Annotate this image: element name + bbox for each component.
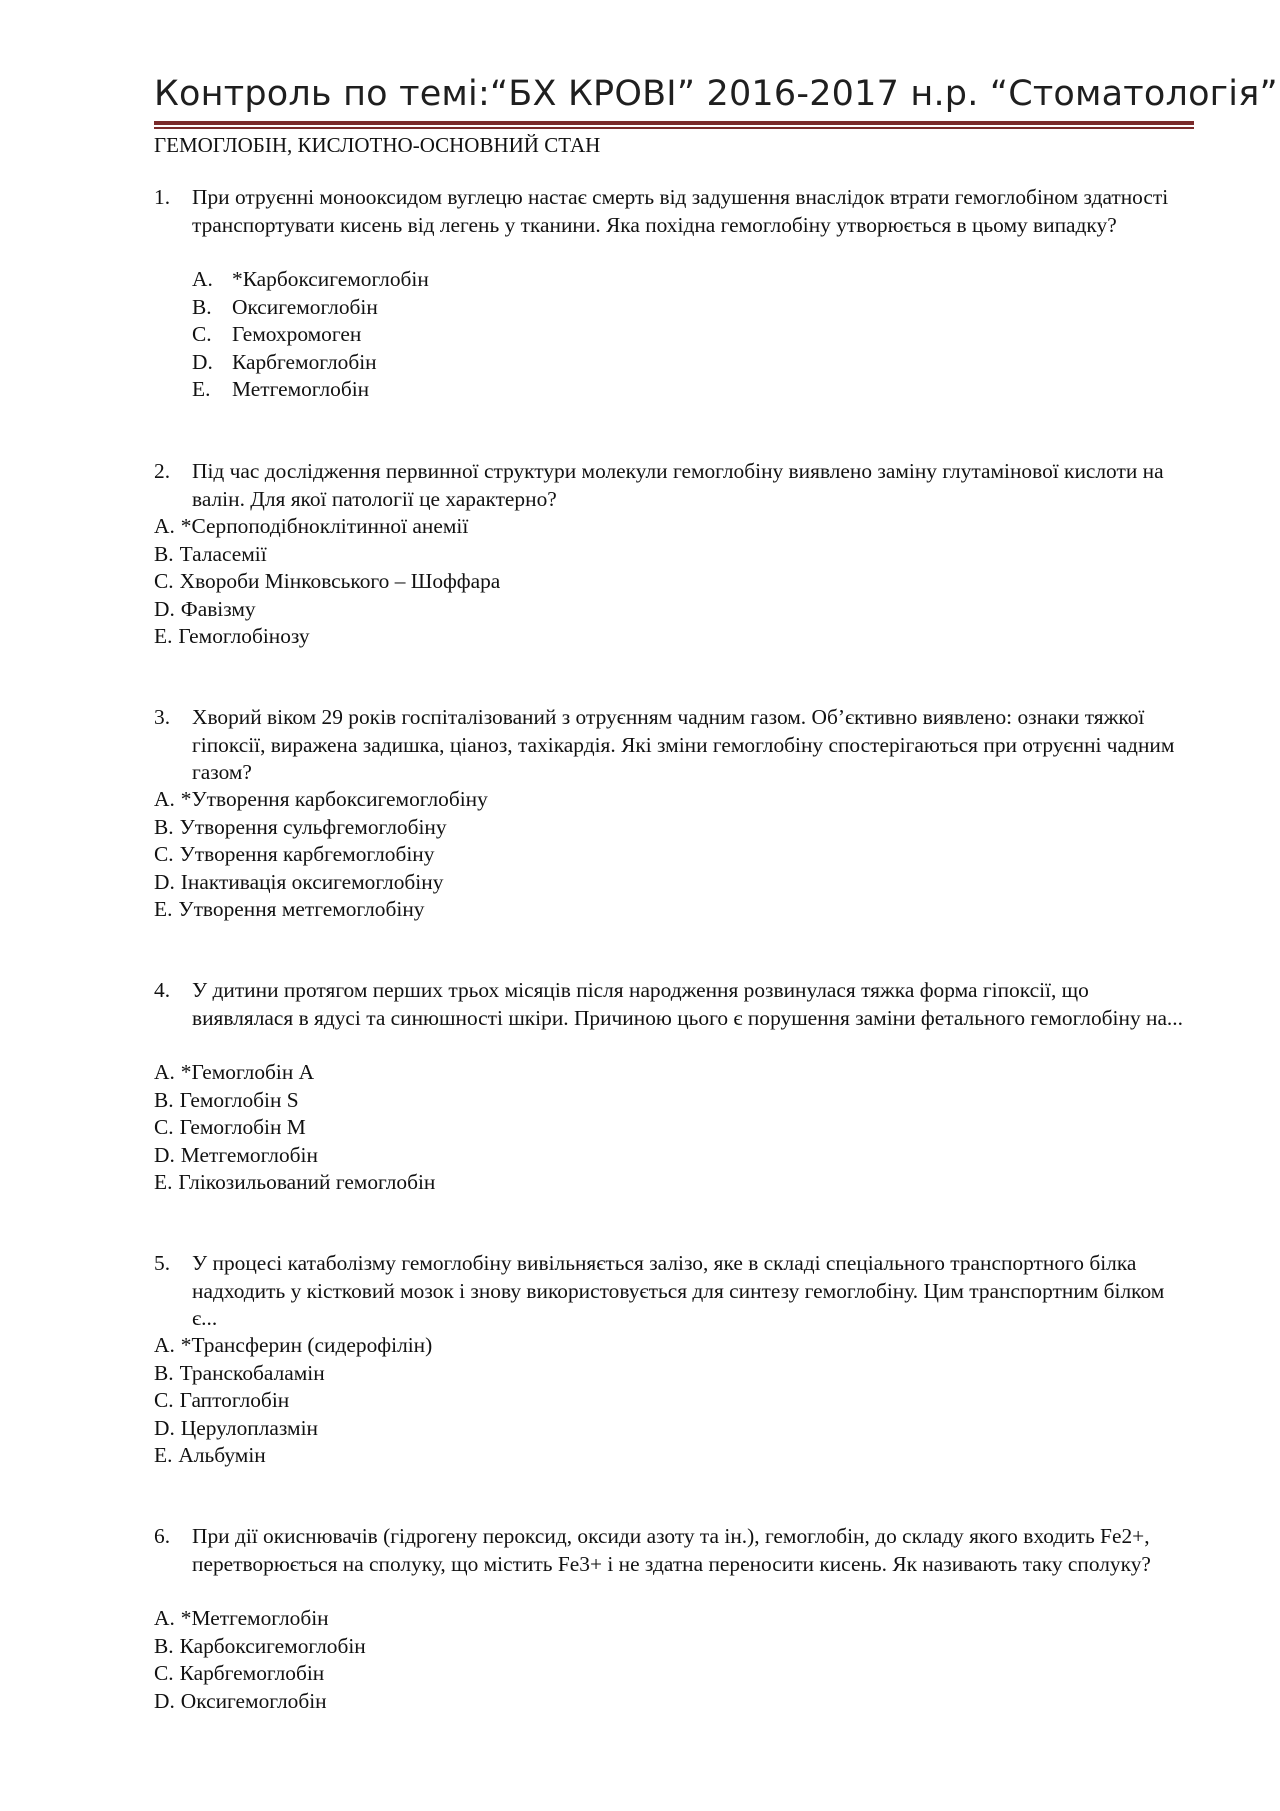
question-number: 2. bbox=[154, 459, 171, 483]
option-letter: A. bbox=[154, 1606, 175, 1630]
option-d bbox=[154, 1142, 435, 1170]
option-b bbox=[192, 294, 429, 322]
option-letter: A. bbox=[154, 787, 175, 811]
option-letter: A. bbox=[154, 514, 175, 538]
option-text: *Гемоглобін А bbox=[180, 1060, 315, 1084]
option-e bbox=[154, 896, 488, 924]
option-text: Транскобаламін bbox=[179, 1360, 325, 1385]
section-subtitle: ГЕМОГЛОБІН, КИСЛОТНО-ОСНОВНИЙ СТАН bbox=[154, 133, 601, 157]
option-text: Оксигемоглобін bbox=[232, 294, 378, 319]
option-letter: E. bbox=[154, 1170, 173, 1194]
option-text: Церулоплазмін bbox=[180, 1415, 318, 1440]
option-text: Глікозильований гемоглобін bbox=[178, 1170, 436, 1194]
option-letter: C. bbox=[154, 1115, 174, 1139]
option-letter: B. bbox=[154, 814, 174, 839]
question-5-options bbox=[154, 1332, 432, 1470]
option-b bbox=[154, 1633, 366, 1661]
option-text: Гаптоглобін bbox=[179, 1388, 290, 1412]
option-c bbox=[154, 1660, 366, 1688]
question-3-stem bbox=[154, 704, 1194, 787]
option-a bbox=[192, 266, 429, 294]
option-d bbox=[154, 1415, 432, 1443]
option-text: Гемохромоген bbox=[232, 322, 362, 346]
header-rule-thick bbox=[154, 121, 1194, 125]
option-a bbox=[154, 1059, 435, 1087]
option-text: Утворення карбгемоглобіну bbox=[179, 842, 435, 866]
option-text: Хвороби Мінковського – Шоффара bbox=[179, 569, 501, 593]
option-text: Карбгемоглобін bbox=[232, 349, 377, 374]
option-letter: A. bbox=[154, 1333, 175, 1357]
option-text: Оксигемоглобін bbox=[180, 1688, 327, 1713]
option-letter: D. bbox=[154, 1688, 175, 1713]
option-letter: A. bbox=[192, 267, 213, 291]
question-number: 4. bbox=[154, 978, 171, 1002]
option-text: Карбоксигемоглобін bbox=[179, 1633, 366, 1658]
question-1-options bbox=[192, 266, 429, 404]
question-4-options bbox=[154, 1059, 435, 1197]
option-letter: C. bbox=[192, 322, 212, 346]
option-text: *Утворення карбоксигемоглобіну bbox=[180, 787, 488, 811]
option-letter: C. bbox=[154, 842, 174, 866]
question-number: 1. bbox=[154, 185, 171, 209]
option-text: Гемоглобінозу bbox=[178, 624, 310, 648]
question-text: Хворий віком 29 років госпіталізований з отруєнням чадним газом. Об’єктивно виявлено: ознаки тяжкої гіпоксії, виражена задишка, ціаноз, тахікардія. Які зміни гемоглобіну спостерігаються при отруєнні чадним газом? bbox=[192, 705, 1175, 784]
option-e bbox=[154, 1442, 432, 1470]
option-letter: B. bbox=[154, 1087, 174, 1112]
option-letter: C. bbox=[154, 569, 174, 593]
option-text: *Серпоподібноклітинної анемії bbox=[180, 514, 469, 538]
option-text: Гемоглобін M bbox=[179, 1115, 306, 1139]
question-5-stem bbox=[154, 1250, 1194, 1333]
option-c bbox=[154, 568, 500, 596]
option-d bbox=[154, 869, 488, 897]
option-d bbox=[154, 596, 500, 624]
option-text: Утворення метгемоглобіну bbox=[178, 897, 425, 921]
option-letter: E. bbox=[154, 1443, 173, 1467]
question-number: 5. bbox=[154, 1251, 171, 1275]
option-letter: D. bbox=[192, 349, 213, 374]
question-text: У процесі катаболізму гемоглобіну вивільняється залізо, яке в складі спеціального транспортного білка надходить у кістковий мозок і знову використовується для синтезу гемоглобіну. Цим транспортним білком є... bbox=[192, 1251, 1165, 1330]
option-letter: D. bbox=[154, 596, 175, 621]
option-b bbox=[154, 1087, 435, 1115]
option-letter: D. bbox=[154, 1415, 175, 1440]
option-letter: B. bbox=[154, 541, 174, 566]
option-letter: D. bbox=[154, 869, 175, 894]
option-a bbox=[154, 786, 488, 814]
option-letter: E. bbox=[192, 377, 211, 401]
option-a bbox=[154, 513, 500, 541]
question-number: 3. bbox=[154, 705, 171, 729]
option-letter: E. bbox=[154, 624, 173, 648]
option-text: *Трансферин (сидерофілін) bbox=[180, 1333, 433, 1357]
option-text: Фавізму bbox=[180, 596, 256, 621]
question-6-options bbox=[154, 1605, 366, 1715]
option-text: Карбгемоглобін bbox=[179, 1661, 325, 1685]
page-title: Контроль по темі:“БХ КРОВІ” 2016-2017 н.р. “Стоматологія” bbox=[154, 74, 1278, 114]
option-letter: C. bbox=[154, 1661, 174, 1685]
option-letter: A. bbox=[154, 1060, 175, 1084]
option-a bbox=[154, 1332, 432, 1360]
question-2-stem bbox=[154, 458, 1194, 513]
option-letter: B. bbox=[154, 1633, 174, 1658]
option-c bbox=[192, 321, 429, 349]
option-e bbox=[192, 376, 429, 404]
header-rule-thin bbox=[154, 127, 1194, 129]
option-text: Гемоглобін S bbox=[179, 1087, 299, 1112]
option-c bbox=[154, 1387, 432, 1415]
option-letter: E. bbox=[154, 897, 173, 921]
option-e bbox=[154, 1169, 435, 1197]
option-letter: B. bbox=[154, 1360, 174, 1385]
option-e bbox=[154, 623, 500, 651]
option-text: Утворення сульфгемоглобіну bbox=[179, 814, 447, 839]
question-text: При дії окиснювачів (гідрогену пероксид, оксиди азоту та ін.), гемоглобін, до складу якого входить Fe2+, перетворюється на сполуку, що містить Fe3+ і не здатна переносити кисень. Як називають таку сполуку? bbox=[192, 1524, 1151, 1576]
question-text: Під час дослідження первинної структури молекули гемоглобіну виявлено заміну глутамінової кислоти на валін. Для якої патології це характерно? bbox=[192, 459, 1164, 511]
option-text: Інактивація оксигемоглобіну bbox=[180, 869, 444, 894]
question-text: У дитини протягом перших трьох місяців після народження розвинулася тяжка форма гіпоксії, що виявлялася в ядусі та синюшності шкіри. Причиною цього є порушення заміни фетального гемоглобіну на... bbox=[192, 978, 1183, 1030]
question-4-stem bbox=[154, 977, 1194, 1032]
question-1-stem bbox=[154, 184, 1194, 239]
question-6-stem bbox=[154, 1523, 1194, 1578]
option-d bbox=[192, 349, 429, 377]
option-letter: D. bbox=[154, 1142, 175, 1167]
option-text: Метгемоглобін bbox=[180, 1142, 318, 1167]
option-b bbox=[154, 814, 488, 842]
option-text: *Метгемоглобін bbox=[180, 1606, 329, 1630]
option-text: Таласемії bbox=[179, 541, 267, 566]
option-c bbox=[154, 841, 488, 869]
option-d bbox=[154, 1688, 366, 1716]
option-text: *Карбоксигемоглобін bbox=[232, 267, 429, 291]
option-text: Альбумін bbox=[178, 1443, 266, 1467]
option-letter: C. bbox=[154, 1388, 174, 1412]
option-c bbox=[154, 1114, 435, 1142]
option-b bbox=[154, 541, 500, 569]
question-3-options bbox=[154, 786, 488, 924]
option-a bbox=[154, 1605, 366, 1633]
option-letter: B. bbox=[192, 294, 212, 319]
option-text: Метгемоглобін bbox=[232, 377, 370, 401]
question-text: При отруєнні монооксидом вуглецю настає смерть від задушення внаслідок втрати гемоглобіном здатності транспортувати кисень від легень у тканини. Яка похідна гемоглобіну утворюється в цьому випадку? bbox=[192, 185, 1169, 237]
question-2-options bbox=[154, 513, 500, 651]
question-number: 6. bbox=[154, 1524, 171, 1548]
option-b bbox=[154, 1360, 432, 1388]
